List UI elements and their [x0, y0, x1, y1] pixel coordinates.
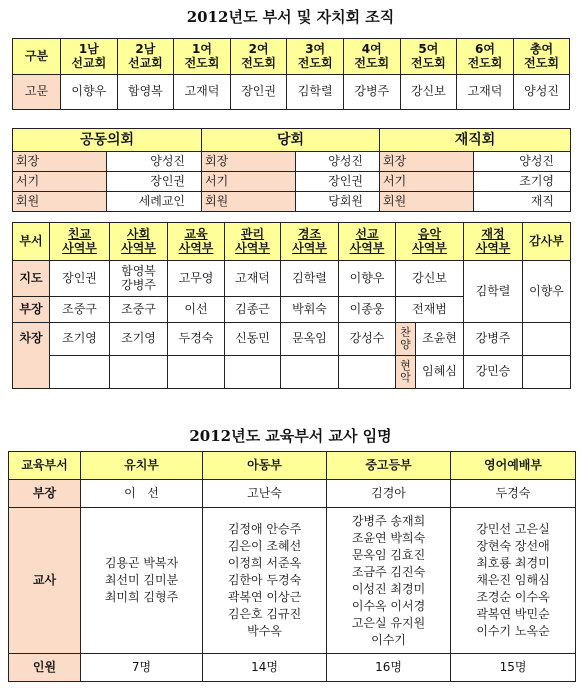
table-cell: 장인권: [107, 172, 202, 192]
role-label: 회원: [380, 192, 474, 212]
teacher-list: 강병주 송재희 조윤연 박희숙 문옥임 김효진 조금주 김진숙 이성진 최경미 이수옥 이서경 고은실 유지원 이수기: [327, 508, 451, 654]
teacher-list: 강민선 고은실 장현숙 장선애 최호룡 최경미 채은진 임해심 조경순 이수옥 곽복연 박민순 이수기 노옥순: [451, 508, 576, 654]
teacher-list: 김정애 안승주 김은이 조혜선 이정희 서준옥 김한아 두경숙 곽복연 이상근 김은호 김규진 박수옥: [203, 508, 327, 654]
table-cell: 두경숙: [168, 323, 225, 356]
table-cell: 고무영: [168, 261, 225, 297]
table-cell: 김학렬: [464, 261, 523, 323]
table-cell: 강병주: [343, 75, 400, 110]
table-corner: 구분: [13, 39, 61, 75]
row-label: 부장: [13, 297, 50, 323]
table-cell: 7명: [81, 654, 203, 682]
table-cell: 양성진: [296, 152, 380, 172]
choir-label: 찬양: [400, 325, 411, 351]
table-cell: 신동민: [225, 323, 281, 356]
table-cell: 김학렬: [281, 261, 339, 297]
column-header: 경조 사역부: [281, 223, 339, 261]
row-label: 인원: [9, 654, 81, 682]
column-header: 관리 사역부: [225, 223, 281, 261]
table-cell: 당회원: [296, 192, 380, 212]
column-header: 5여 전도회: [400, 39, 457, 75]
table-cell: 이향우: [61, 75, 118, 110]
column-header: 1여 전도회: [174, 39, 231, 75]
sub-label: [396, 356, 416, 389]
role-label: 서기: [380, 172, 474, 192]
column-header: 2남 선교회: [117, 39, 174, 75]
role-label: 회장: [13, 152, 107, 172]
table-cell: 이종웅: [339, 297, 396, 323]
table-cell: 세례교인: [107, 192, 202, 212]
column-header: 교육 사역부: [168, 223, 225, 261]
table-cell: [50, 356, 110, 389]
table-cell: 강민승: [464, 356, 523, 389]
table-cell: [523, 356, 571, 389]
table-cell: [281, 356, 339, 389]
column-header: 재정 사역부: [464, 223, 523, 261]
table-cell: 장인권: [296, 172, 380, 192]
table-cell: [168, 356, 225, 389]
table-cell: [339, 356, 396, 389]
table-cell: 양성진: [474, 152, 571, 172]
table-cell: 두경숙: [451, 480, 576, 508]
table-cell: 조기영: [474, 172, 571, 192]
teacher-title: 2012년도 교육부서 교사 임명: [189, 427, 392, 445]
column-header: 4여 전도회: [343, 39, 400, 75]
table-cell: 문옥임: [281, 323, 339, 356]
column-header: 1남 선교회: [61, 39, 118, 75]
role-label: 회장: [202, 152, 296, 172]
table-cell: 조기영: [50, 323, 110, 356]
role-label: 회원: [13, 192, 107, 212]
advisor-table: [12, 38, 570, 110]
table-cell: 장인권: [50, 261, 110, 297]
table-cell: 이향우: [523, 261, 571, 323]
table-cell: 고재덕: [174, 75, 231, 110]
table-cell: 박휘숙: [281, 297, 339, 323]
role-label: 회원: [202, 192, 296, 212]
table-cell: 조윤현: [416, 323, 464, 356]
group-header: 재직회: [380, 129, 571, 152]
council-table: [12, 128, 571, 212]
table-cell: 고난숙: [203, 480, 327, 508]
table-cell: 재직: [474, 192, 571, 212]
table-cell: 이선: [168, 297, 225, 323]
table-cell: 14명: [203, 654, 327, 682]
group-header: 공동의회: [13, 129, 202, 152]
column-header: 아동부: [203, 452, 327, 480]
org-title: 2012년도 부서 및 자치회 조직: [186, 8, 395, 26]
table-cell: 양성진: [513, 75, 570, 110]
teacher-table: [8, 451, 576, 682]
table-corner: 교육부서: [9, 452, 81, 480]
group-header: 당회: [202, 129, 380, 152]
column-header: 친교 사역부: [50, 223, 110, 261]
column-header: 선교 사역부: [339, 223, 396, 261]
table-cell: 고재덕: [225, 261, 281, 297]
role-label: 회장: [380, 152, 474, 172]
column-header: 총여 전도회: [513, 39, 570, 75]
column-header: 사회 사역부: [110, 223, 168, 261]
ministry-table: [12, 222, 571, 389]
row-label: 고문: [13, 75, 61, 110]
row-label: 지도: [13, 261, 50, 297]
table-cell: 15명: [451, 654, 576, 682]
strings-label: 현악: [400, 358, 411, 384]
table-cell: 김경아: [327, 480, 451, 508]
table-cell: 이 선: [81, 480, 203, 508]
row-label: 부장: [9, 480, 81, 508]
table-cell: 이향우: [339, 261, 396, 297]
column-header: 음악 사역부: [396, 223, 464, 261]
table-cell: 고재덕: [457, 75, 514, 110]
table-corner: 부서: [13, 223, 50, 261]
role-label: 서기: [202, 172, 296, 192]
column-header: 유치부: [81, 452, 203, 480]
teacher-list: 김용곤 박복자 최선미 김미분 최미희 김형주: [81, 508, 203, 654]
table-cell: [523, 323, 571, 356]
table-cell: 강성수: [339, 323, 396, 356]
table-cell: 양성진: [107, 152, 202, 172]
column-header: 3여 전도회: [287, 39, 344, 75]
table-cell: 장인권: [230, 75, 287, 110]
column-header: 6여 전도회: [457, 39, 514, 75]
column-header: 중고등부: [327, 452, 451, 480]
table-cell: [225, 356, 281, 389]
table-cell: 김종근: [225, 297, 281, 323]
column-header: 2여 전도회: [230, 39, 287, 75]
table-cell: 함영복: [117, 75, 174, 110]
table-cell: 함영복 강병주: [110, 261, 168, 297]
column-header: 영어예배부: [451, 452, 576, 480]
table-cell: 조중구: [110, 297, 168, 323]
table-cell: 조기영: [110, 323, 168, 356]
table-cell: 16명: [327, 654, 451, 682]
table-cell: 조중구: [50, 297, 110, 323]
column-header: 감사부: [523, 223, 571, 261]
table-cell: 임혜심: [416, 356, 464, 389]
table-cell: 강신보: [396, 261, 464, 297]
role-label: 서기: [13, 172, 107, 192]
table-cell: 김학렬: [287, 75, 344, 110]
row-label: 차장: [13, 323, 50, 389]
table-cell: [110, 356, 168, 389]
table-cell: 전재범: [396, 297, 464, 323]
table-cell: 강병주: [464, 323, 523, 356]
table-cell: 강신보: [400, 75, 457, 110]
row-label: 교사: [9, 508, 81, 654]
sub-label: [396, 323, 416, 356]
